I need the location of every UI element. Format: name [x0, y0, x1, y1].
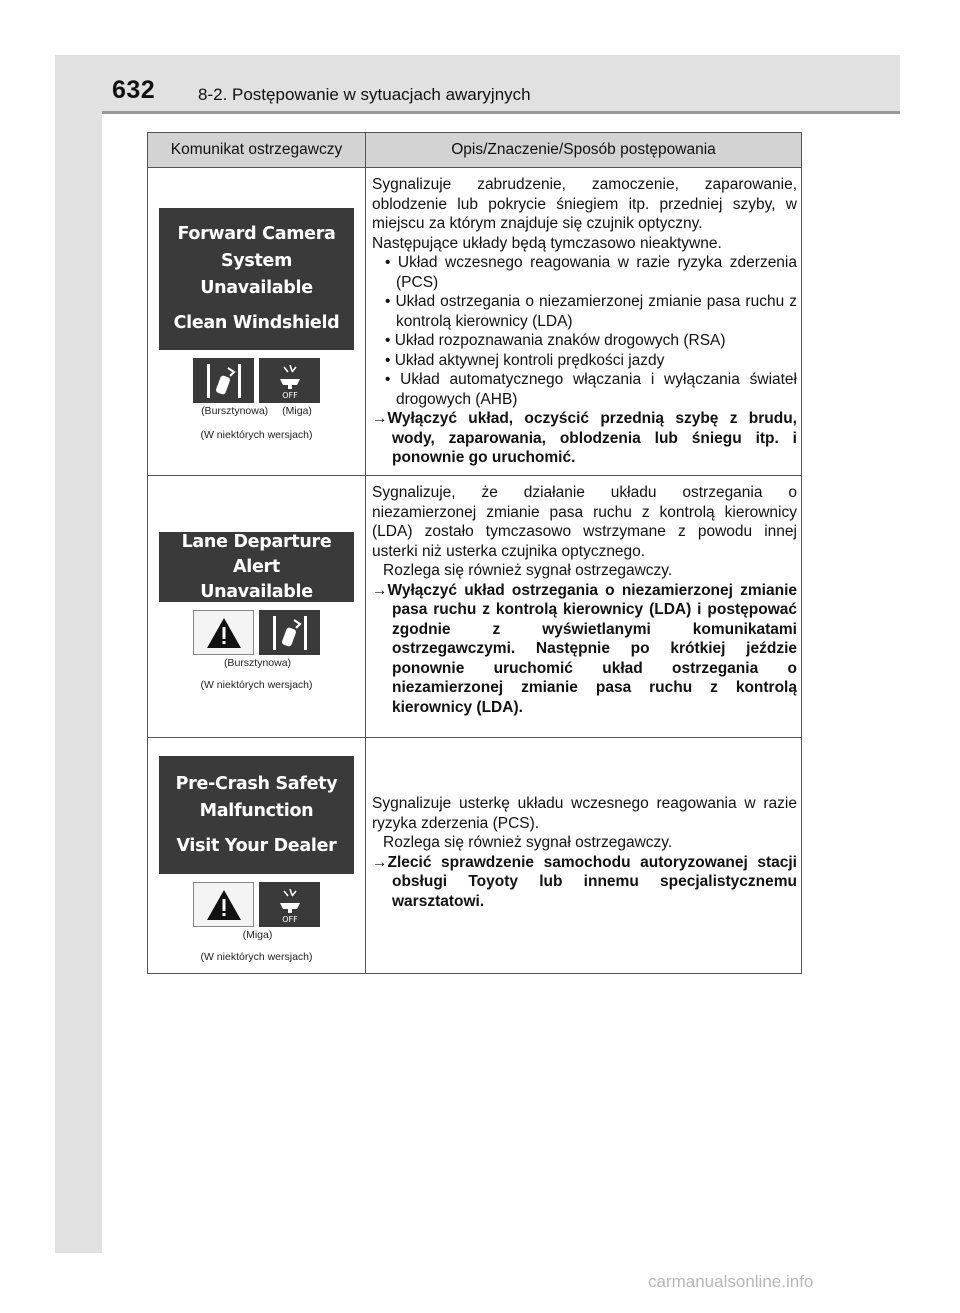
indicator-icons: [148, 610, 365, 655]
col-header-description: Opis/Znaczenie/Sposób postępowania: [366, 133, 802, 168]
table-row: [148, 738, 802, 974]
screen-line: Unavailable: [200, 278, 313, 298]
off-label: OFF: [281, 390, 298, 400]
screen-line: Pre-Crash Safety: [175, 773, 338, 794]
screen-line: Malfunction: [199, 800, 314, 821]
indicator-icons: [148, 358, 365, 403]
version-note: (W niektórych wersjach): [200, 951, 313, 963]
message-image-cell: [148, 168, 366, 476]
icon-caption: (Miga): [282, 405, 312, 417]
description-action: →Zlecić sprawdzenie samochodu autoryzowanej stacji obsługi Toyoty lub innemu specjalistycznemu warsztatowi.: [372, 853, 797, 910]
watermark: carmanualsonline.info: [648, 1272, 814, 1291]
description-intro: Sygnalizuje zabrudzenie, zamoczenie, zaparowanie, oblodzenie lub pokrycie śniegiem itp. przedniej szyby, w miejscu za którym znajduje się czujnik optyczny.: [372, 176, 797, 232]
icon-captions: [148, 929, 365, 941]
message-image-cell: [148, 476, 366, 738]
icon-captions: [148, 405, 365, 417]
lane-departure-icon: [259, 610, 320, 655]
screen-line: Clean Windshield: [173, 313, 340, 333]
list-item: • Układ wczesnego reagowania w razie ryzyka zderzenia (PCS): [385, 254, 797, 291]
pre-crash-off-icon: [259, 358, 320, 403]
list-item: • Układ automatycznego włączania i wyłączania świateł drogowych (AHB): [385, 371, 797, 408]
version-note: (W niektórych wersjach): [200, 679, 313, 691]
version-note: (W niektórych wersjach): [200, 429, 313, 441]
screen-line: Forward Camera: [177, 224, 336, 244]
pre-crash-off-icon: [259, 882, 320, 927]
icon-caption: (Bursztynowa): [223, 657, 292, 669]
table-row: [148, 168, 802, 476]
message-description-cell: [366, 476, 802, 738]
table-row: [148, 476, 802, 738]
description-extra: Rozlega się również sygnał ostrzegawczy.: [383, 562, 673, 579]
side-band: [55, 55, 102, 1253]
warning-triangle-icon: [193, 610, 254, 655]
indicator-icons: [148, 882, 365, 927]
message-description-cell: [366, 738, 802, 974]
icon-caption: (Miga): [242, 929, 273, 941]
screen-line: Visit Your Dealer: [176, 835, 337, 856]
description-lead: Następujące układy będą tymczasowo nieaktywne.: [372, 234, 722, 252]
table-header-row: [148, 133, 802, 168]
message-screen: [159, 756, 354, 874]
message-screen: [159, 208, 354, 350]
list-item: • Układ rozpoznawania znaków drogowych (RSA): [385, 332, 726, 349]
icon-caption: (Bursztynowa): [201, 405, 269, 417]
screen-line: System: [220, 251, 293, 271]
list-item: • Układ ostrzegania o niezamierzonej zmianie pasa ruchu z kontrolą kierownicy (LDA): [385, 293, 797, 330]
message-description-cell: [366, 168, 802, 476]
list-item: • Układ aktywnej kontroli prędkości jazdy: [385, 351, 665, 369]
header-rule: [102, 111, 900, 114]
message-screen: [159, 532, 354, 602]
description-extra: Rozlega się również sygnał ostrzegawczy.: [383, 834, 673, 851]
description-intro: Sygnalizuje usterkę układu wczesnego reagowania w razie ryzyka zderzenia (PCS).: [372, 795, 797, 832]
lane-departure-icon: [193, 358, 254, 403]
warning-messages-table: [147, 132, 802, 974]
section-title: 8-2. Postępowanie w sytuacjach awaryjnych: [198, 85, 531, 104]
col-header-message: Komunikat ostrzegawczy: [148, 133, 366, 168]
off-label: OFF: [281, 914, 298, 924]
page-number: 632: [112, 76, 156, 104]
description-action: →Wyłączyć układ ostrzegania o niezamierzonej zmianie pasa ruchu z kontrolą kierownicy (LDA) i postępować zgodnie z wyświetlanymi komunikatami ostrzegawczymi. Następnie po krótkiej jeździe ponownie uruchomić układ ostrzegania o niezamierzonej zmianie pasa ruchu z kontrolą kierownicy (LDA).: [372, 581, 797, 716]
screen-line: Unavailable: [200, 581, 313, 602]
icon-captions: [148, 657, 365, 669]
warning-triangle-icon: [193, 882, 254, 927]
description-intro: Sygnalizuje, że działanie układu ostrzegania o niezamierzonej zmianie pasa ruchu z kontrolą kierownicy (LDA) zostało tymczasowo wstrzymane z powodu innej usterki niż usterka czujnika optycznego.: [372, 484, 797, 560]
message-image-cell: [148, 738, 366, 974]
screen-line: Lane Departure Alert: [181, 531, 332, 577]
description-action: →Wyłączyć układ, oczyścić przednią szybę z brudu, wody, zaparowania, oblodzenia lub śniegu itp. i ponownie go uruchomić.: [372, 410, 797, 466]
